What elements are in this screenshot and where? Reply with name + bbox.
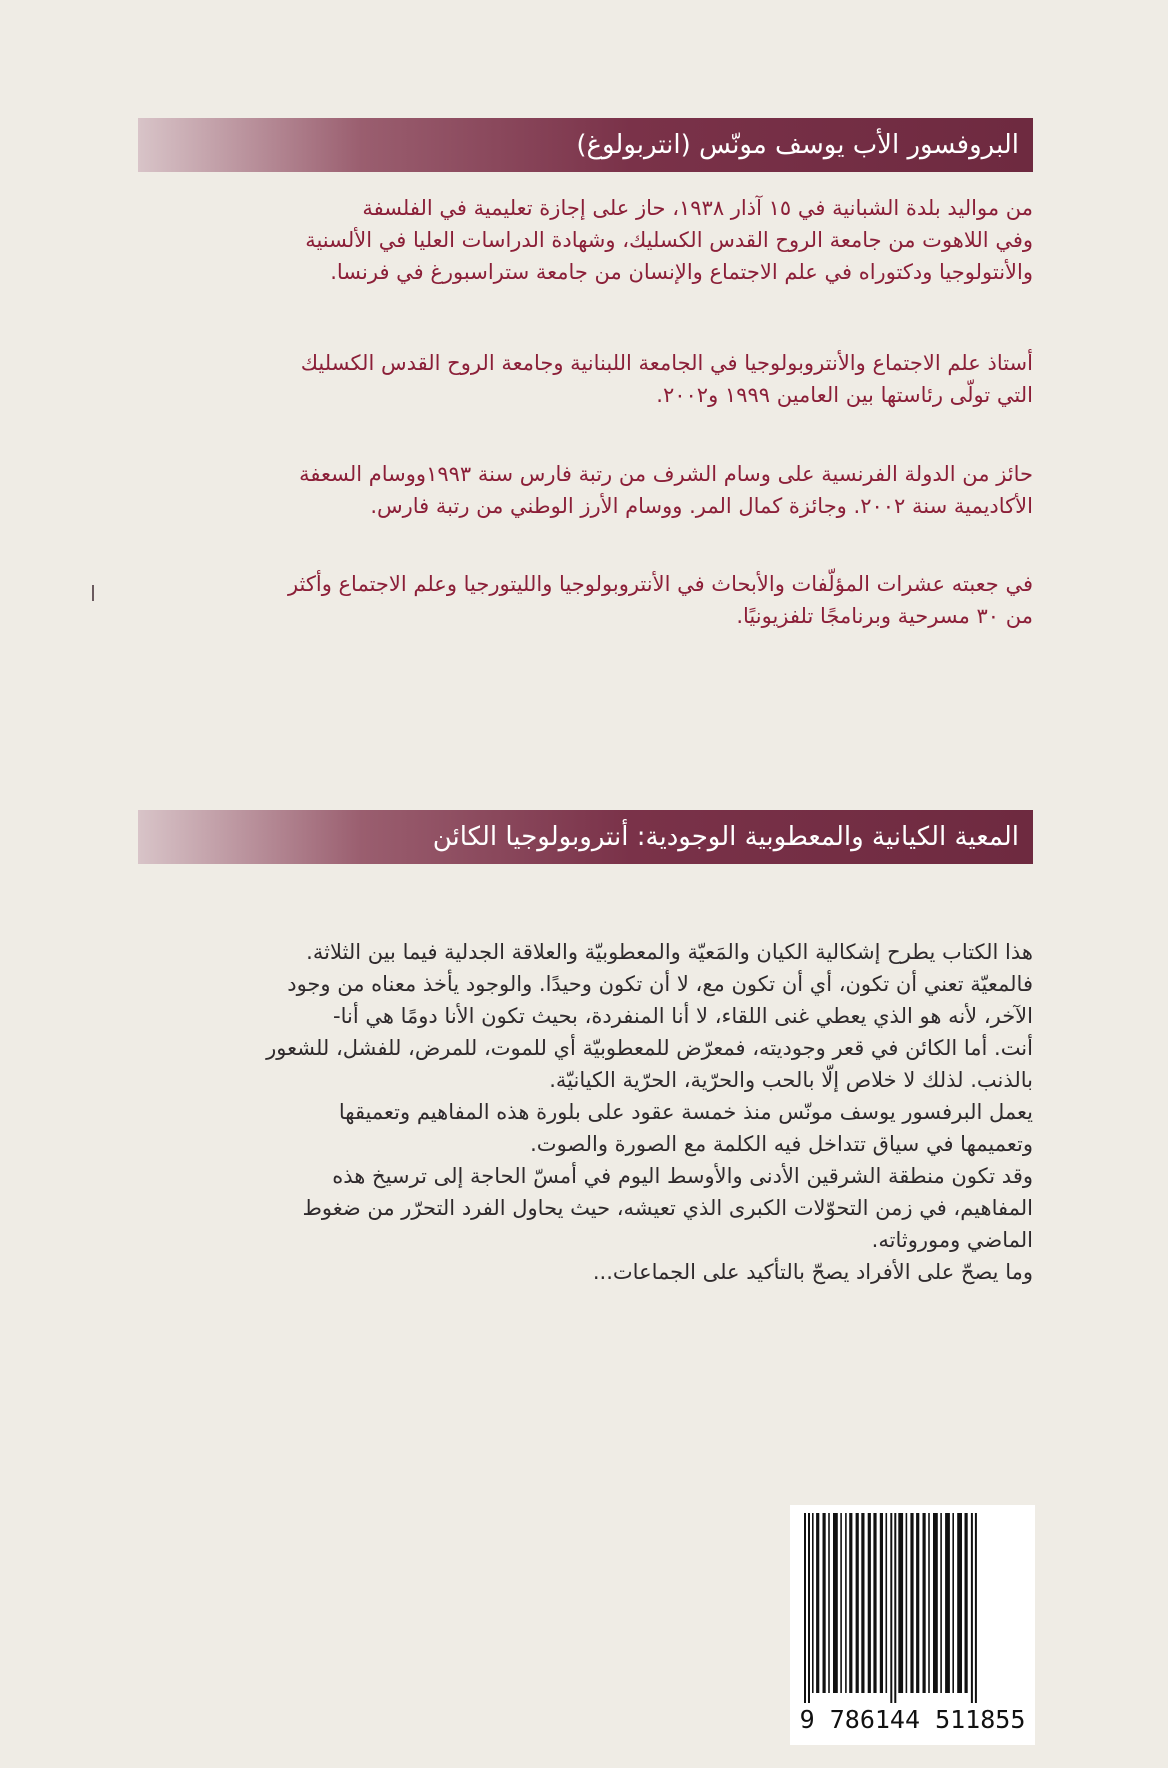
description-line: وقد تكون منطقة الشرقين الأدنى والأوسط اليوم في أمسّ الحاجة إلى ترسيخ هذه bbox=[332, 1164, 1033, 1188]
description-line: أنت. أما الكائن في قعر وجوديته، فمعرّض للمعطوبيّة أي للموت، للمرض، للفشل، للشعور bbox=[266, 1036, 1033, 1060]
description-line: وتعميمها في سياق تتداخل فيه الكلمة مع الصورة والصوت. bbox=[530, 1132, 1033, 1156]
barcode-bars bbox=[798, 1513, 1027, 1703]
barcode-bar bbox=[952, 1513, 954, 1693]
bio-paragraph-awards bbox=[133, 458, 1033, 522]
bio-line: أستاذ علم الاجتماع والأنتروبولوجيا في الجامعة اللبنانية وجامعة الروح القدس الكسليك bbox=[300, 351, 1033, 375]
bio-line: والأنتولوجيا ودكتوراه في علم الاجتماع والإنسان من جامعة ستراسبورغ في فرنسا. bbox=[330, 260, 1033, 284]
description-line: وما يصحّ على الأفراد يصحّ بالتأكيد على الجماعات... bbox=[592, 1260, 1033, 1284]
barcode-bar bbox=[910, 1513, 913, 1693]
description-line: هذا الكتاب يطرح إشكالية الكيان والمَعيّة والمعطوبيّة والعلاقة الجدلية فيما بين الثلاثة. bbox=[306, 940, 1033, 964]
barcode-bar bbox=[849, 1513, 852, 1693]
bio-paragraph-works bbox=[133, 568, 1033, 632]
barcode-bar bbox=[945, 1513, 950, 1693]
description-line: يعمل البرفسور يوسف مونّس منذ خمسة عقود على بلورة هذه المفاهيم وتعميقها bbox=[338, 1100, 1033, 1124]
barcode-bar bbox=[928, 1513, 930, 1693]
barcode-bar bbox=[880, 1513, 883, 1693]
barcode-bar bbox=[916, 1513, 919, 1693]
bio-line: في جعبته عشرات المؤلّفات والأبحاث في الأنتروبولوجيا والليتورجيا وعلم الاجتماع وأكثر bbox=[287, 572, 1033, 596]
bio-line: من ٣٠ مسرحية وبرنامجًا تلفزيونيًا. bbox=[736, 604, 1033, 628]
description-line: بالذنب. لذلك لا خلاص إلّا بالحب والحرّية، الحرّية الكيانيّة. bbox=[549, 1068, 1033, 1092]
barcode-bar bbox=[886, 1513, 888, 1693]
barcode-bar bbox=[868, 1513, 871, 1693]
bio-paragraph-birth bbox=[133, 192, 1033, 288]
barcode-bar bbox=[861, 1513, 864, 1693]
book-description bbox=[133, 936, 1033, 1288]
bio-line: حائز من الدولة الفرنسية على وسام الشرف من رتبة فارس سنة ١٩٩٣ووسام السعفة bbox=[299, 462, 1033, 486]
barcode-bar bbox=[840, 1513, 842, 1693]
barcode-bar bbox=[856, 1513, 859, 1693]
isbn-number: 9 786144 511855 bbox=[799, 1705, 1026, 1734]
margin-mark bbox=[92, 585, 94, 601]
bio-line: من مواليد بلدة الشبانية في ١٥ آذار ١٩٣٨، حاز على إجازة تعليمية في الفلسفة bbox=[362, 196, 1033, 220]
barcode-bar bbox=[971, 1513, 973, 1703]
bio-line: التي تولّى رئاستها بين العامين ١٩٩٩ و٢٠٠٢. bbox=[656, 383, 1033, 407]
barcode-bar bbox=[890, 1513, 892, 1703]
barcode-bar bbox=[823, 1513, 826, 1693]
barcode-bar bbox=[873, 1513, 876, 1693]
barcode-bar bbox=[975, 1513, 977, 1703]
barcode-bar bbox=[957, 1513, 962, 1693]
barcode-bar bbox=[845, 1513, 847, 1693]
barcode-bar bbox=[923, 1513, 926, 1693]
bio-paragraph-professor bbox=[133, 347, 1033, 411]
author-heading-bar bbox=[138, 118, 1033, 172]
barcode-bar bbox=[808, 1513, 810, 1703]
bio-line: وفي اللاهوت من جامعة الروح القدس الكسليك، وشهادة الدراسات العليا في الألسنية bbox=[305, 228, 1033, 252]
barcode-bar bbox=[933, 1513, 938, 1693]
barcode-bar bbox=[816, 1513, 819, 1693]
description-line: الآخر، لأنه هو الذي يعطي غنى اللقاء، لا أنا المنفردة، بحيث تكون الأنا دومًا هي أنا- bbox=[333, 1004, 1033, 1028]
barcode-bar bbox=[833, 1513, 838, 1693]
description-line: المفاهيم، في زمن التحوّلات الكبرى الذي تعيشه، حيث يحاول الفرد التحرّر من ضغوط bbox=[302, 1196, 1033, 1220]
barcode-bar bbox=[828, 1513, 830, 1693]
barcode-bar bbox=[804, 1513, 806, 1703]
barcode-bar bbox=[965, 1513, 968, 1693]
barcode-bar bbox=[898, 1513, 903, 1693]
barcode-bar bbox=[812, 1513, 814, 1693]
barcode-bar bbox=[894, 1513, 896, 1703]
author-heading: البروفسور الأب يوسف مونّس (انتربولوغ) bbox=[576, 130, 1019, 160]
barcode-bar bbox=[940, 1513, 942, 1693]
bio-line: الأكاديمية سنة ٢٠٠٢. وجائزة كمال المر. ووسام الأرز الوطني من رتبة فارس. bbox=[370, 494, 1033, 518]
description-line: الماضي وموروثاته. bbox=[871, 1228, 1033, 1252]
barcode bbox=[790, 1505, 1035, 1745]
barcode-bar bbox=[906, 1513, 908, 1693]
book-heading: المعية الكيانية والمعطوبية الوجودية: أنتروبولوجيا الكائن bbox=[432, 822, 1019, 852]
description-line: فالمعيّة تعني أن تكون، أي أن تكون مع، لا أن تكون وحيدًا. والوجود يأخذ معناه من وجود bbox=[287, 972, 1033, 996]
book-heading-bar bbox=[138, 810, 1033, 864]
